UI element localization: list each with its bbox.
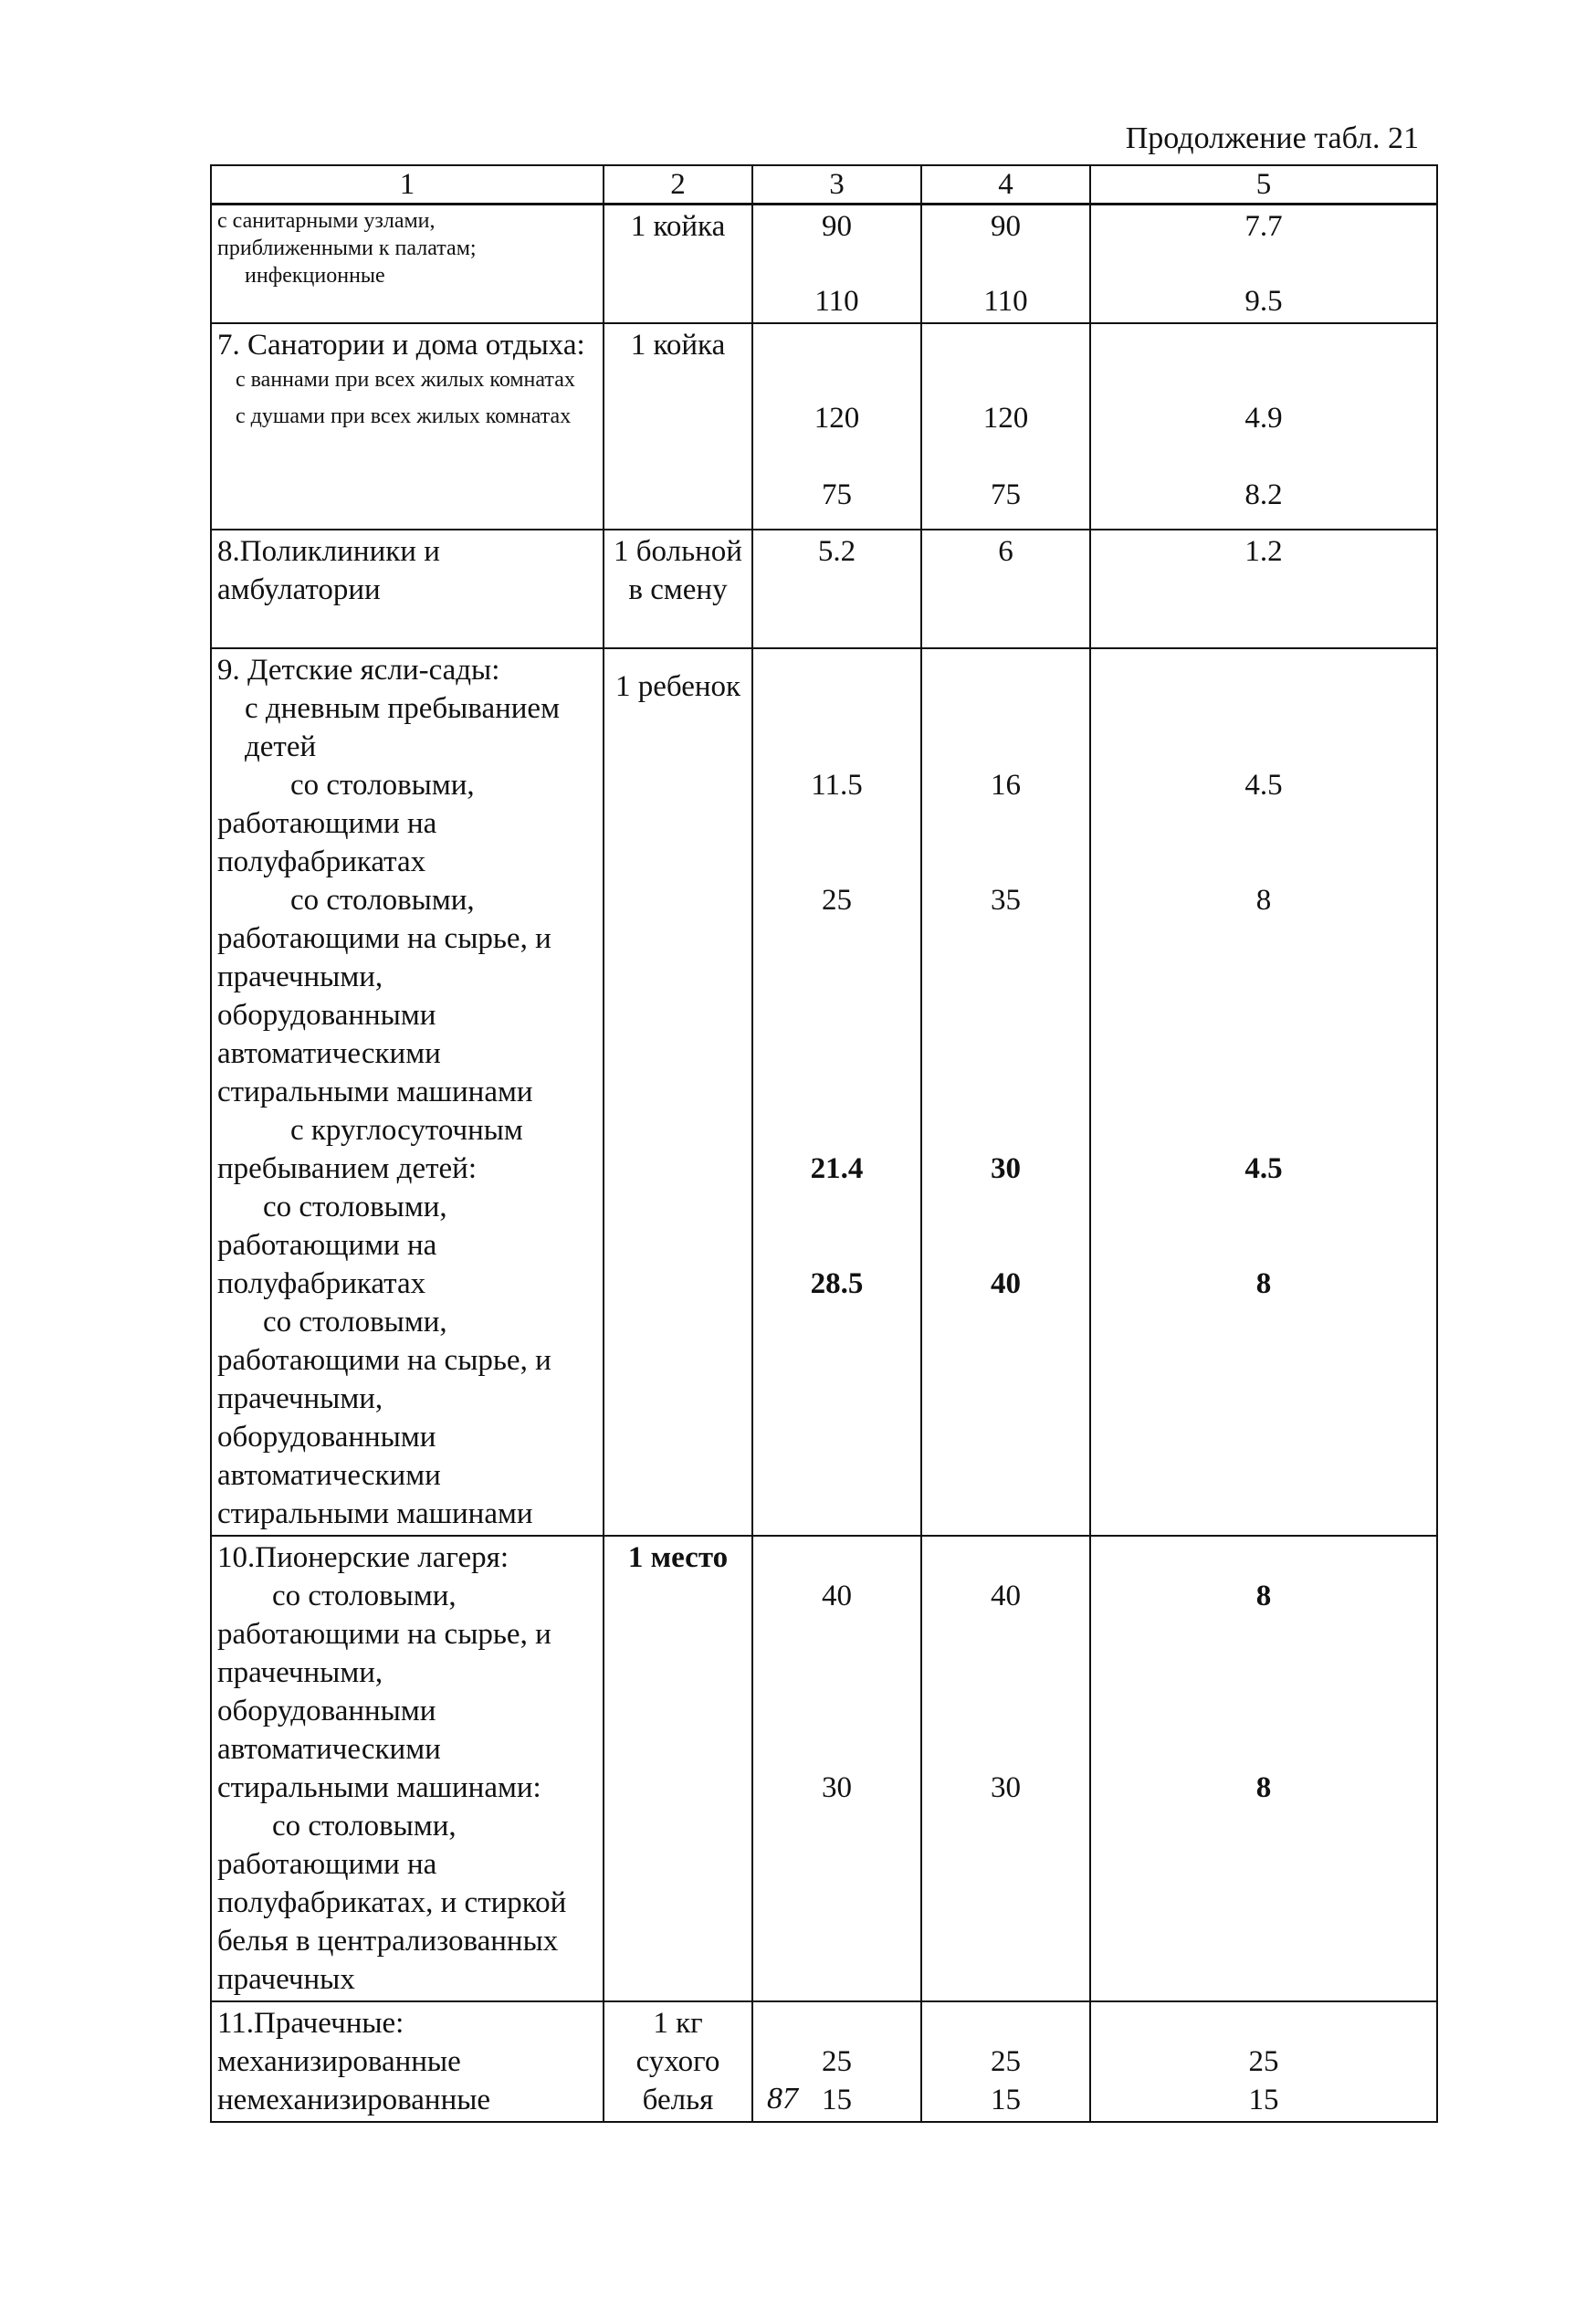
row-name-line: приближенными к палатам;	[217, 236, 477, 260]
row-col5: 8 8	[1090, 1536, 1437, 2001]
header-col-1: 1	[211, 165, 604, 205]
header-col-4: 4	[921, 165, 1090, 205]
row-item: со столовыми, работающими на сырье, и прачечными, оборудованными автоматическими стиральными машинами	[217, 1306, 551, 1530]
row-name	[211, 1536, 604, 2001]
row-item: со столовыми, работающими на полуфабрикатах	[217, 1191, 447, 1300]
row-title: 11.Прачечные:	[217, 2007, 404, 2040]
row-title: 7. Санатории и дома отдыха:	[217, 329, 585, 362]
table-row-camps	[211, 1536, 1437, 2001]
row-col4: 16 35 30 40	[921, 648, 1090, 1536]
row-name	[211, 323, 604, 530]
row-col5: 4.5 8 4.5 8	[1090, 648, 1437, 1536]
row-col3: 90 110	[752, 205, 921, 324]
row-unit: 1 больной в смену	[604, 530, 752, 648]
row-unit: 1 место	[604, 1536, 752, 2001]
table-row-polyclinics	[211, 530, 1437, 648]
row-item: со столовыми, работающими на сырье, и прачечными, оборудованными автоматическими стиральными машинами	[217, 884, 551, 1108]
row-item: со столовыми, работающими на сырье, и прачечными, оборудованными автоматическими стиральными машинами:	[217, 1580, 551, 1804]
row-col5: 25 15	[1090, 2001, 1437, 2122]
row-name-line: с санитарными узлами,	[217, 209, 436, 233]
header-col-2: 2	[604, 165, 752, 205]
row-col5: 4.9 8.2	[1090, 323, 1437, 530]
table-row-laundries	[211, 2001, 1437, 2122]
row-sub: с дневным пребыванием детей	[245, 692, 560, 763]
row-name	[211, 2001, 604, 2122]
row-col4: 6	[921, 530, 1090, 648]
row-unit: 1 ребенок	[604, 648, 752, 1536]
row-col3: 11.5 25 21.4 28.5	[752, 648, 921, 1536]
row-col4: 120 75	[921, 323, 1090, 530]
row-name	[211, 648, 604, 1536]
row-unit: 1 койка	[604, 205, 752, 324]
row-unit: 1 кг сухого белья	[604, 2001, 752, 2122]
row-sub: механизированные	[217, 2045, 461, 2078]
row-title: 9. Детские ясли-сады:	[217, 654, 500, 687]
row-sub: с душами при всех жилых комнатах	[236, 404, 572, 428]
page-number: 87	[767, 2082, 798, 2116]
row-col4: 40 30	[921, 1536, 1090, 2001]
row-col3: 25 15	[752, 2001, 921, 2122]
row-item: со столовыми, работающими на полуфабрикатах	[217, 769, 475, 878]
row-col4: 90 110	[921, 205, 1090, 324]
header-row	[211, 165, 1437, 205]
table-row-sanatoria	[211, 323, 1437, 530]
row-col5: 7.7 9.5	[1090, 205, 1437, 324]
row-col4: 25 15	[921, 2001, 1090, 2122]
row-name	[211, 205, 604, 324]
row-col5: 1.2	[1090, 530, 1437, 648]
row-sub: немеханизированные	[217, 2084, 491, 2116]
row-name-line: инфекционные	[245, 264, 385, 288]
row-sub: с ваннами при всех жилых комнатах	[236, 368, 575, 392]
row-sub: с круглосуточным пребыванием детей:	[217, 1114, 523, 1185]
row-col3: 120 75	[752, 323, 921, 530]
row-col3: 40 30	[752, 1536, 921, 2001]
row-col3: 5.2	[752, 530, 921, 648]
table-caption: Продолжение табл. 21	[1125, 121, 1419, 155]
table-row-kindergartens	[211, 648, 1437, 1536]
row-item: со столовыми, работающими на полуфабрикатах, и стиркой белья в централизованных прачечных	[217, 1810, 567, 1996]
row-name: 8.Поликлиники и амбулатории	[211, 530, 604, 648]
table-row-hospital-cont	[211, 205, 1437, 324]
header-col-5: 5	[1090, 165, 1437, 205]
header-col-3: 3	[752, 165, 921, 205]
norms-table	[210, 164, 1438, 2123]
row-unit: 1 койка	[604, 323, 752, 530]
row-title: 10.Пионерские лагеря:	[217, 1541, 509, 1574]
